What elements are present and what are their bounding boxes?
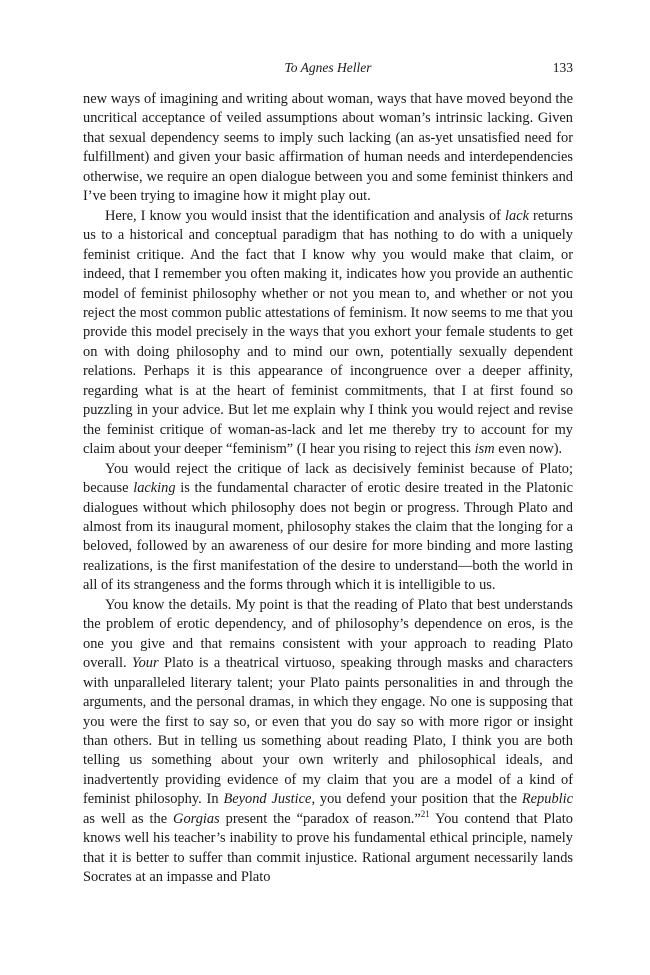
work-title-republic: Republic — [521, 791, 574, 808]
paragraph-3: You would reject the critique of lack as decisively feminist because of Plato; because lacking is the fundamental character of erotic desire treated in the Platonic dialogues without which philosophy does not begin or progress. Through Plato and almost from its inaugural moment, philosophy stakes the claim that the longing for a beloved, followed by an awareness of our desire for more binding and more lasting realizations, is the first manifestation of the desire to understand—both the world in all of its strangeness and the forms through which it is intelligible to us. — [83, 460, 573, 594]
book-title-beyond-justice: Beyond Justice — [223, 791, 312, 808]
page-header — [83, 58, 573, 78]
paragraph-2: Here, I know you would insist that the identification and analysis of lack returns us to a historical and conceptual paradigm that has nothing to do with a uniquely feminist critique. And the fact that I know why you would make that claim, or indeed, that I remember you often making it, indicates how you provide an authentic model of feminist philosophy whether or not you mean to, and whether or not you reject the most common public attestations of feminism. It now seems to me that you provide this model precisely in the ways that you exhort your female students to get on with doing philosophy and to mind our own, potentially sexually dependent relations. Perhaps it is this appearance of incongruence over a deeper affinity, regarding what is at the heart of feminist commitments, that I at first found so puzzling in your advice. But let me explain why I think you would reject and revise the feminist critique of woman-as-lack and let me thereby try to account for my claim about your deeper “feminism” (I hear you rising to reject this ism even now). — [83, 207, 574, 458]
emphasis-your: Your — [131, 655, 159, 672]
paragraph-4: You know the details. My point is that the reading of Plato that best understands the problem of erotic dependency, and of philosophy’s dependence on eros, is the one you give and that remains consistent with your approach to reading Plato overall. Your Plato is a theatrical virtuoso, speaking through masks and characters with unparalleled literary talent; your Plato paints personalities in and through the arguments, and the personal dramas, in which they engage. No one is supposing that you were the first to say so, or even that you do say so with more rigor or insight than others. But in telling us something about reading Plato, I think you are both telling us something about your own writerly and philosophical ideals, and inadvertently providing evidence of my claim that you are a model of a kind of feminist philosophy. In Beyond Justice, you defend your position that the Republic as well as the Gorgias present the “paradox of reason.”$^{21}$ You contend that Plato knows well his teacher’s inability to prove his fundamental ethical principle, namely that it is better to suffer than commit injustice. Rational argument necessarily lands Socrates at an impasse and Plato — [83, 596, 574, 886]
footnote-reference[interactable]: 21 — [420, 808, 430, 819]
work-title-gorgias: Gorgias — [173, 810, 220, 827]
emphasis-lacking: lacking — [133, 480, 176, 497]
page-number: 133 — [552, 60, 573, 75]
book-page — [83, 58, 573, 888]
paragraph-1: new ways of imagining and writing about woman, ways that have moved beyond the uncritical acceptance of veiled assumptions about woman’s intrinsic lacking. Given that sexual dependency seems to imply such lacking (an as-yet unsatisfied need for fulfillment) and given your basic affirmation of human needs and interdependencies otherwise, we require an open dialogue between you and some feminist thinkers and I’ve been trying to imagine how it might play out. — [83, 91, 573, 205]
emphasis-lack: lack — [505, 207, 529, 224]
emphasis-ism: ism — [474, 441, 495, 458]
running-title: To Agnes Heller — [284, 60, 372, 75]
